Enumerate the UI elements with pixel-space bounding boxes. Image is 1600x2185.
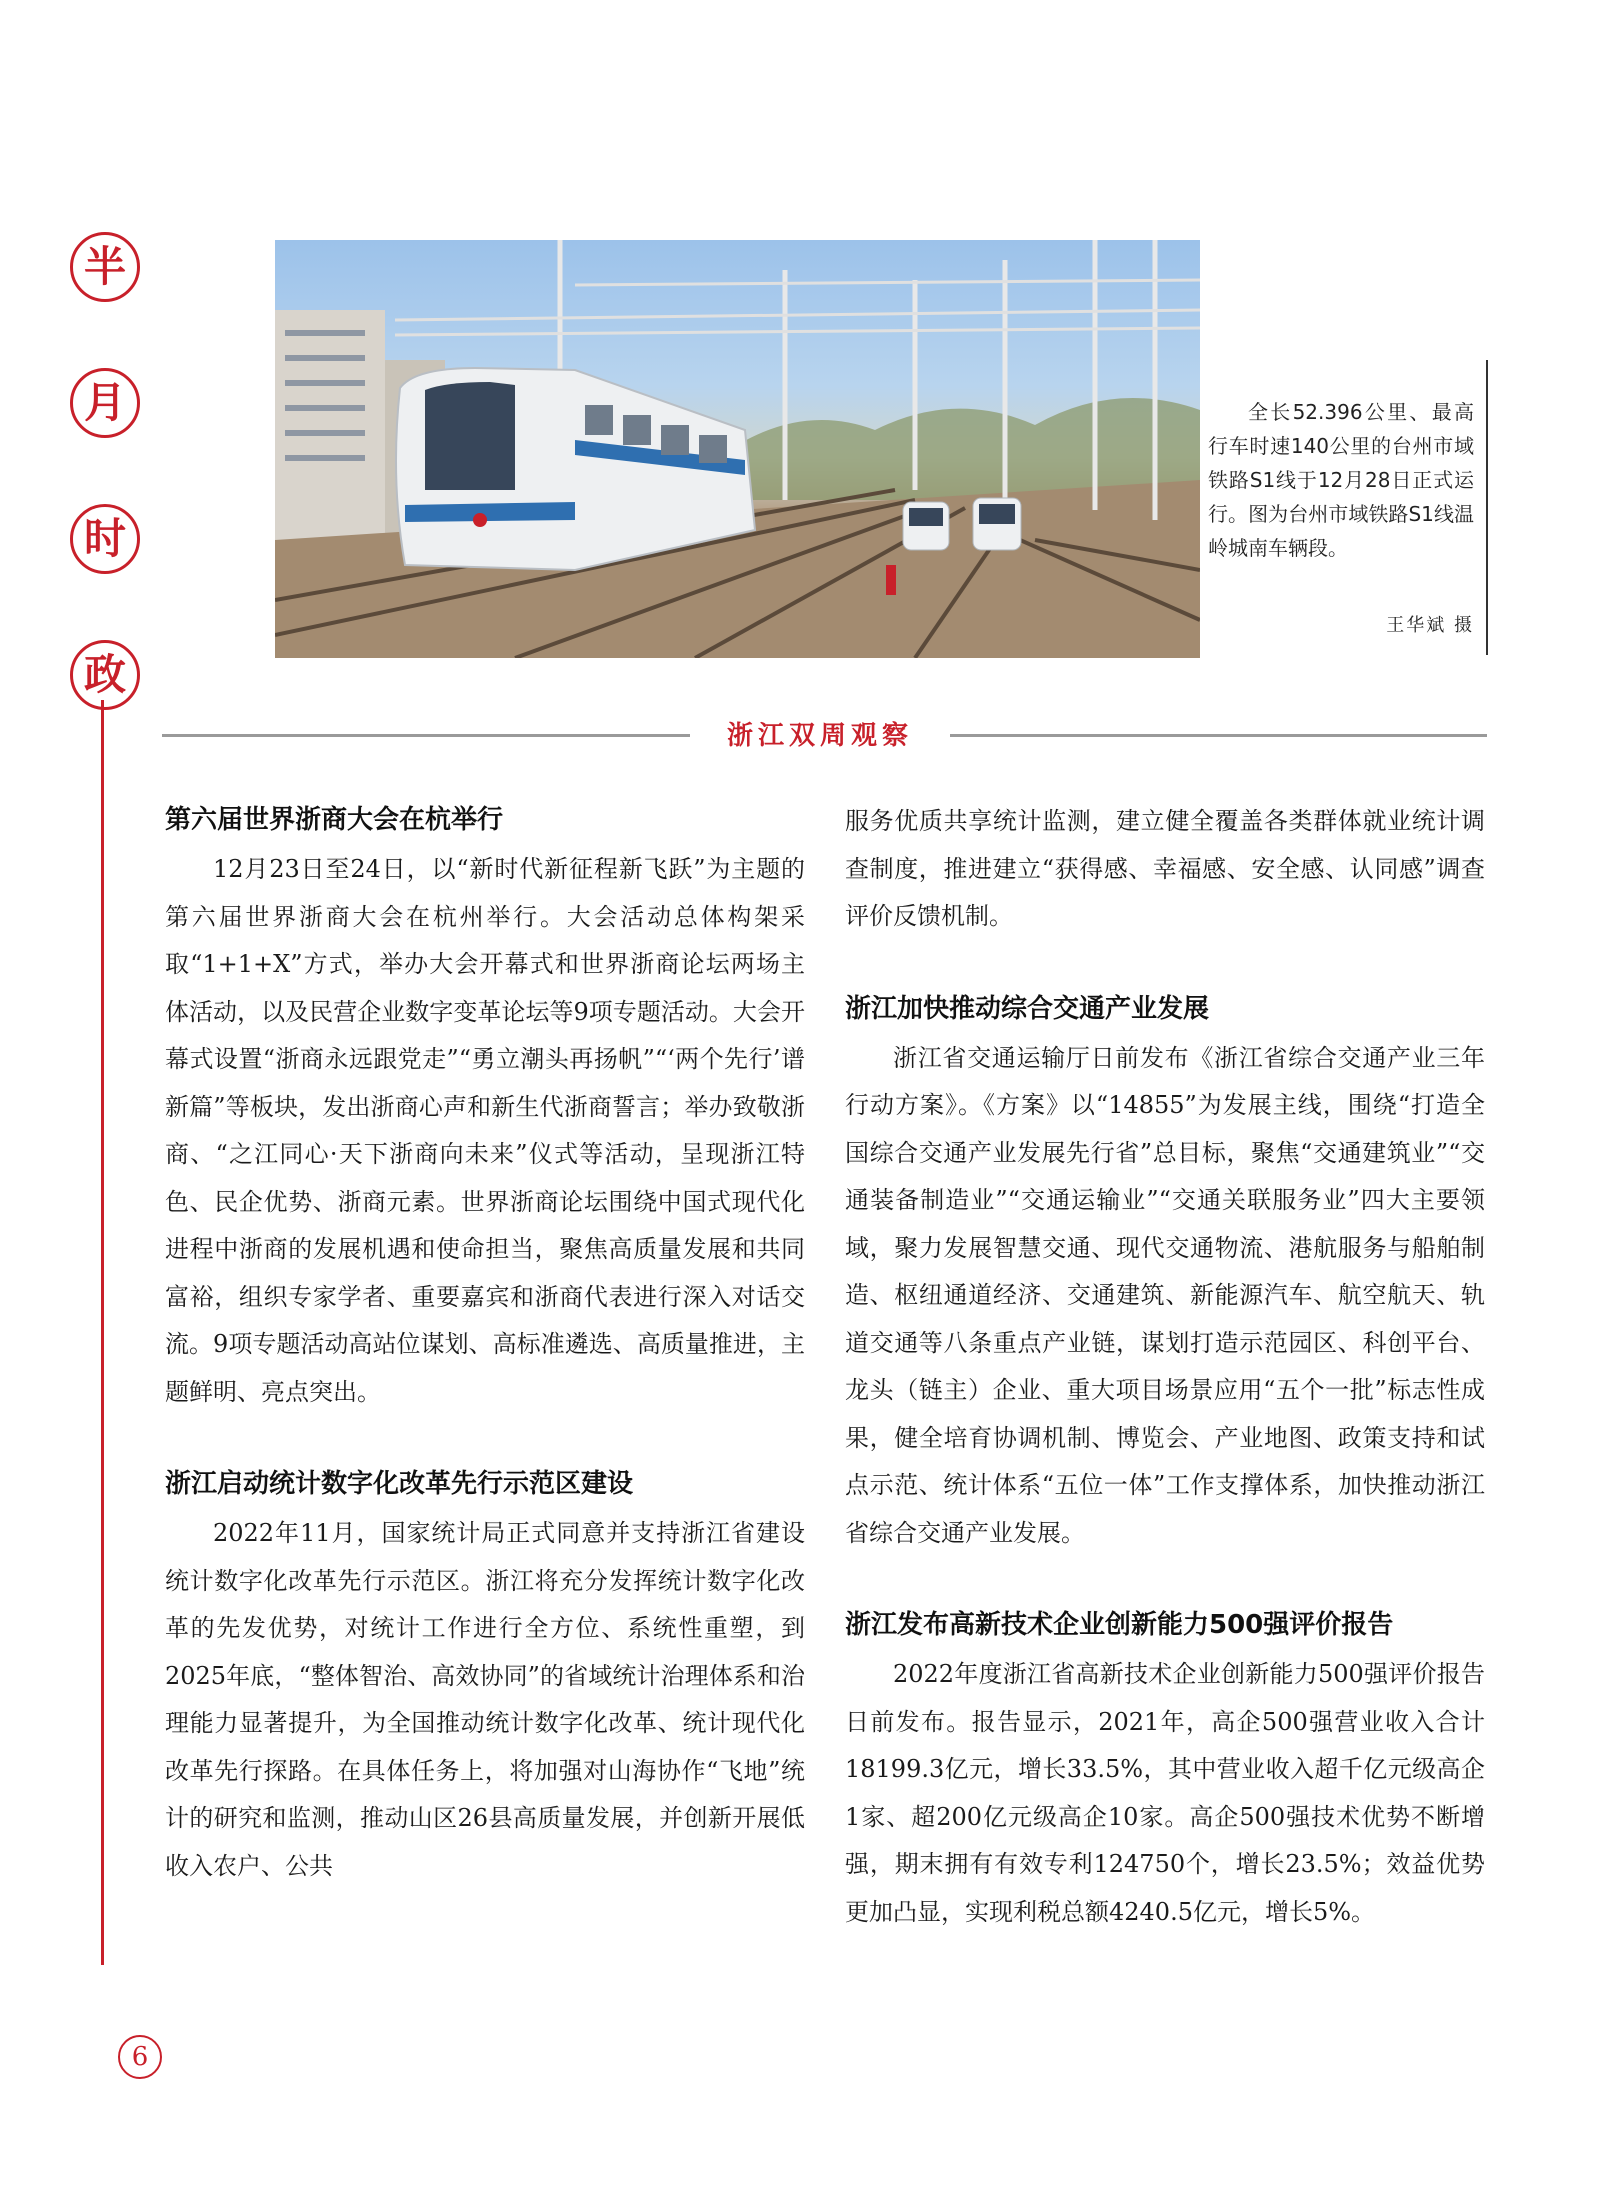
news-article <box>845 1603 1485 1936</box>
right-column <box>845 798 1485 1982</box>
article-headline: 第六届世界浙商大会在杭举行 <box>165 805 504 835</box>
article-body: 浙江省交通运输厅日前发布《浙江省综合交通产业三年行动方案》。《方案》以“14855”为发展主线，围绕“打造全国综合交通产业发展先行省”总目标，聚焦“交通建筑业”“交通装备制造业”“交通运输业”“交通关联服务业”四大主要领域，聚力发展智慧交通、现代交通物流、港航服务与船舶制造、枢纽通道经济、交通建筑、新能源汽车、航空航天、轨道交通等八条重点产业链，谋划打造示范园区、科创平台、龙头（链主）企业、重大项目场景应用“五个一批”标志性成果，健全培育协调机制、博览会、产业地图、政策支持和试点示范、统计体系“五位一体”工作支撑体系，加快推动浙江省综合交通产业发展。 <box>845 1043 1485 1547</box>
section-label: 浙江双周观察 <box>690 714 950 758</box>
news-article <box>845 987 1485 1558</box>
caption-divider <box>1486 360 1488 655</box>
news-article <box>165 1462 805 1890</box>
news-article <box>165 798 805 1416</box>
column-title-char: 半 <box>70 232 140 302</box>
article-headline: 浙江启动统计数字化改革先行示范区建设 <box>165 1469 634 1499</box>
article-continuation <box>845 798 1485 941</box>
article-body: 12月23日至24日，以“新时代新征程新飞跃”为主题的第六届世界浙商大会在杭州举行。大会活动总体构架采取“1+1+X”方式，举办大会开幕式和世界浙商论坛两场主体活动，以及民营企业数字变革论坛等9项专题活动。大会开幕式设置“浙商永远跟党走”“勇立潮头再扬帆”“‘两个先行’谱新篇”等板块，发出浙商心声和新生代浙商誓言；举办致敬浙商、“之江同心·天下浙商向未来”仪式等活动，呈现浙江特色、民企优势、浙商元素。世界浙商论坛围绕中国式现代化进程中浙商的发展机遇和使命担当，聚焦高质量发展和共同富裕，组织专家学者、重要嘉宾和浙商代表进行深入对话交流。9项专题活动高站位谋划、高标准遴选、高质量推进，主题鲜明、亮点突出。 <box>165 855 805 1406</box>
page-number: 6 <box>118 2035 162 2079</box>
left-column <box>165 798 805 1936</box>
column-title-char: 政 <box>70 640 140 710</box>
side-divider-line <box>101 700 104 1965</box>
article-headline: 浙江发布高新技术企业创新能力500强评价报告 <box>845 1610 1394 1640</box>
column-title-vertical <box>70 232 138 776</box>
article-body: 2022年度浙江省高新技术企业创新能力500强评价报告日前发布。报告显示，2021年，高企500强营业收入合计18199.3亿元，增长33.5%，其中营业收入超千亿元级高企1家、超200亿元级高企10家。高企500强技术优势不断增强，期末拥有有效专利124750个，增长23.5%；效益优势更加凸显，实现利税总额4240.5亿元，增长5%。 <box>845 1660 1485 1926</box>
article-body: 2022年11月，国家统计局正式同意并支持浙江省建设统计数字化改革先行示范区。浙江将充分发挥统计数字化改革的先发优势，对统计工作进行全方位、系统性重塑，到2025年底，“整体智治、高效协同”的省域统计治理体系和治理能力显著提升，为全国推动统计数字化改革、统计现代化改革先行探路。在具体任务上，将加强对山海协作“飞地”统计的研究和监测，推动山区26县高质量发展，并创新开展低收入农户、公共 <box>165 1519 805 1880</box>
photo-caption: 全长52.396公里、最高行车时速140公里的台州市域铁路S1线于12月28日正式运行。图为台州市域铁路S1线温岭城南车辆段。 <box>1208 400 1474 560</box>
article-body-continued: 服务优质共享统计监测，建立健全覆盖各类群体就业统计调查制度，推进建立“获得感、幸福感、安全感、认同感”调查评价反馈机制。 <box>845 807 1485 930</box>
photo-credit: 王华斌 摄 <box>1386 615 1474 636</box>
column-title-char: 月 <box>70 368 140 438</box>
news-photo-train <box>275 240 1200 658</box>
article-headline: 浙江加快推动综合交通产业发展 <box>845 993 1210 1024</box>
column-title-char: 时 <box>70 504 140 574</box>
